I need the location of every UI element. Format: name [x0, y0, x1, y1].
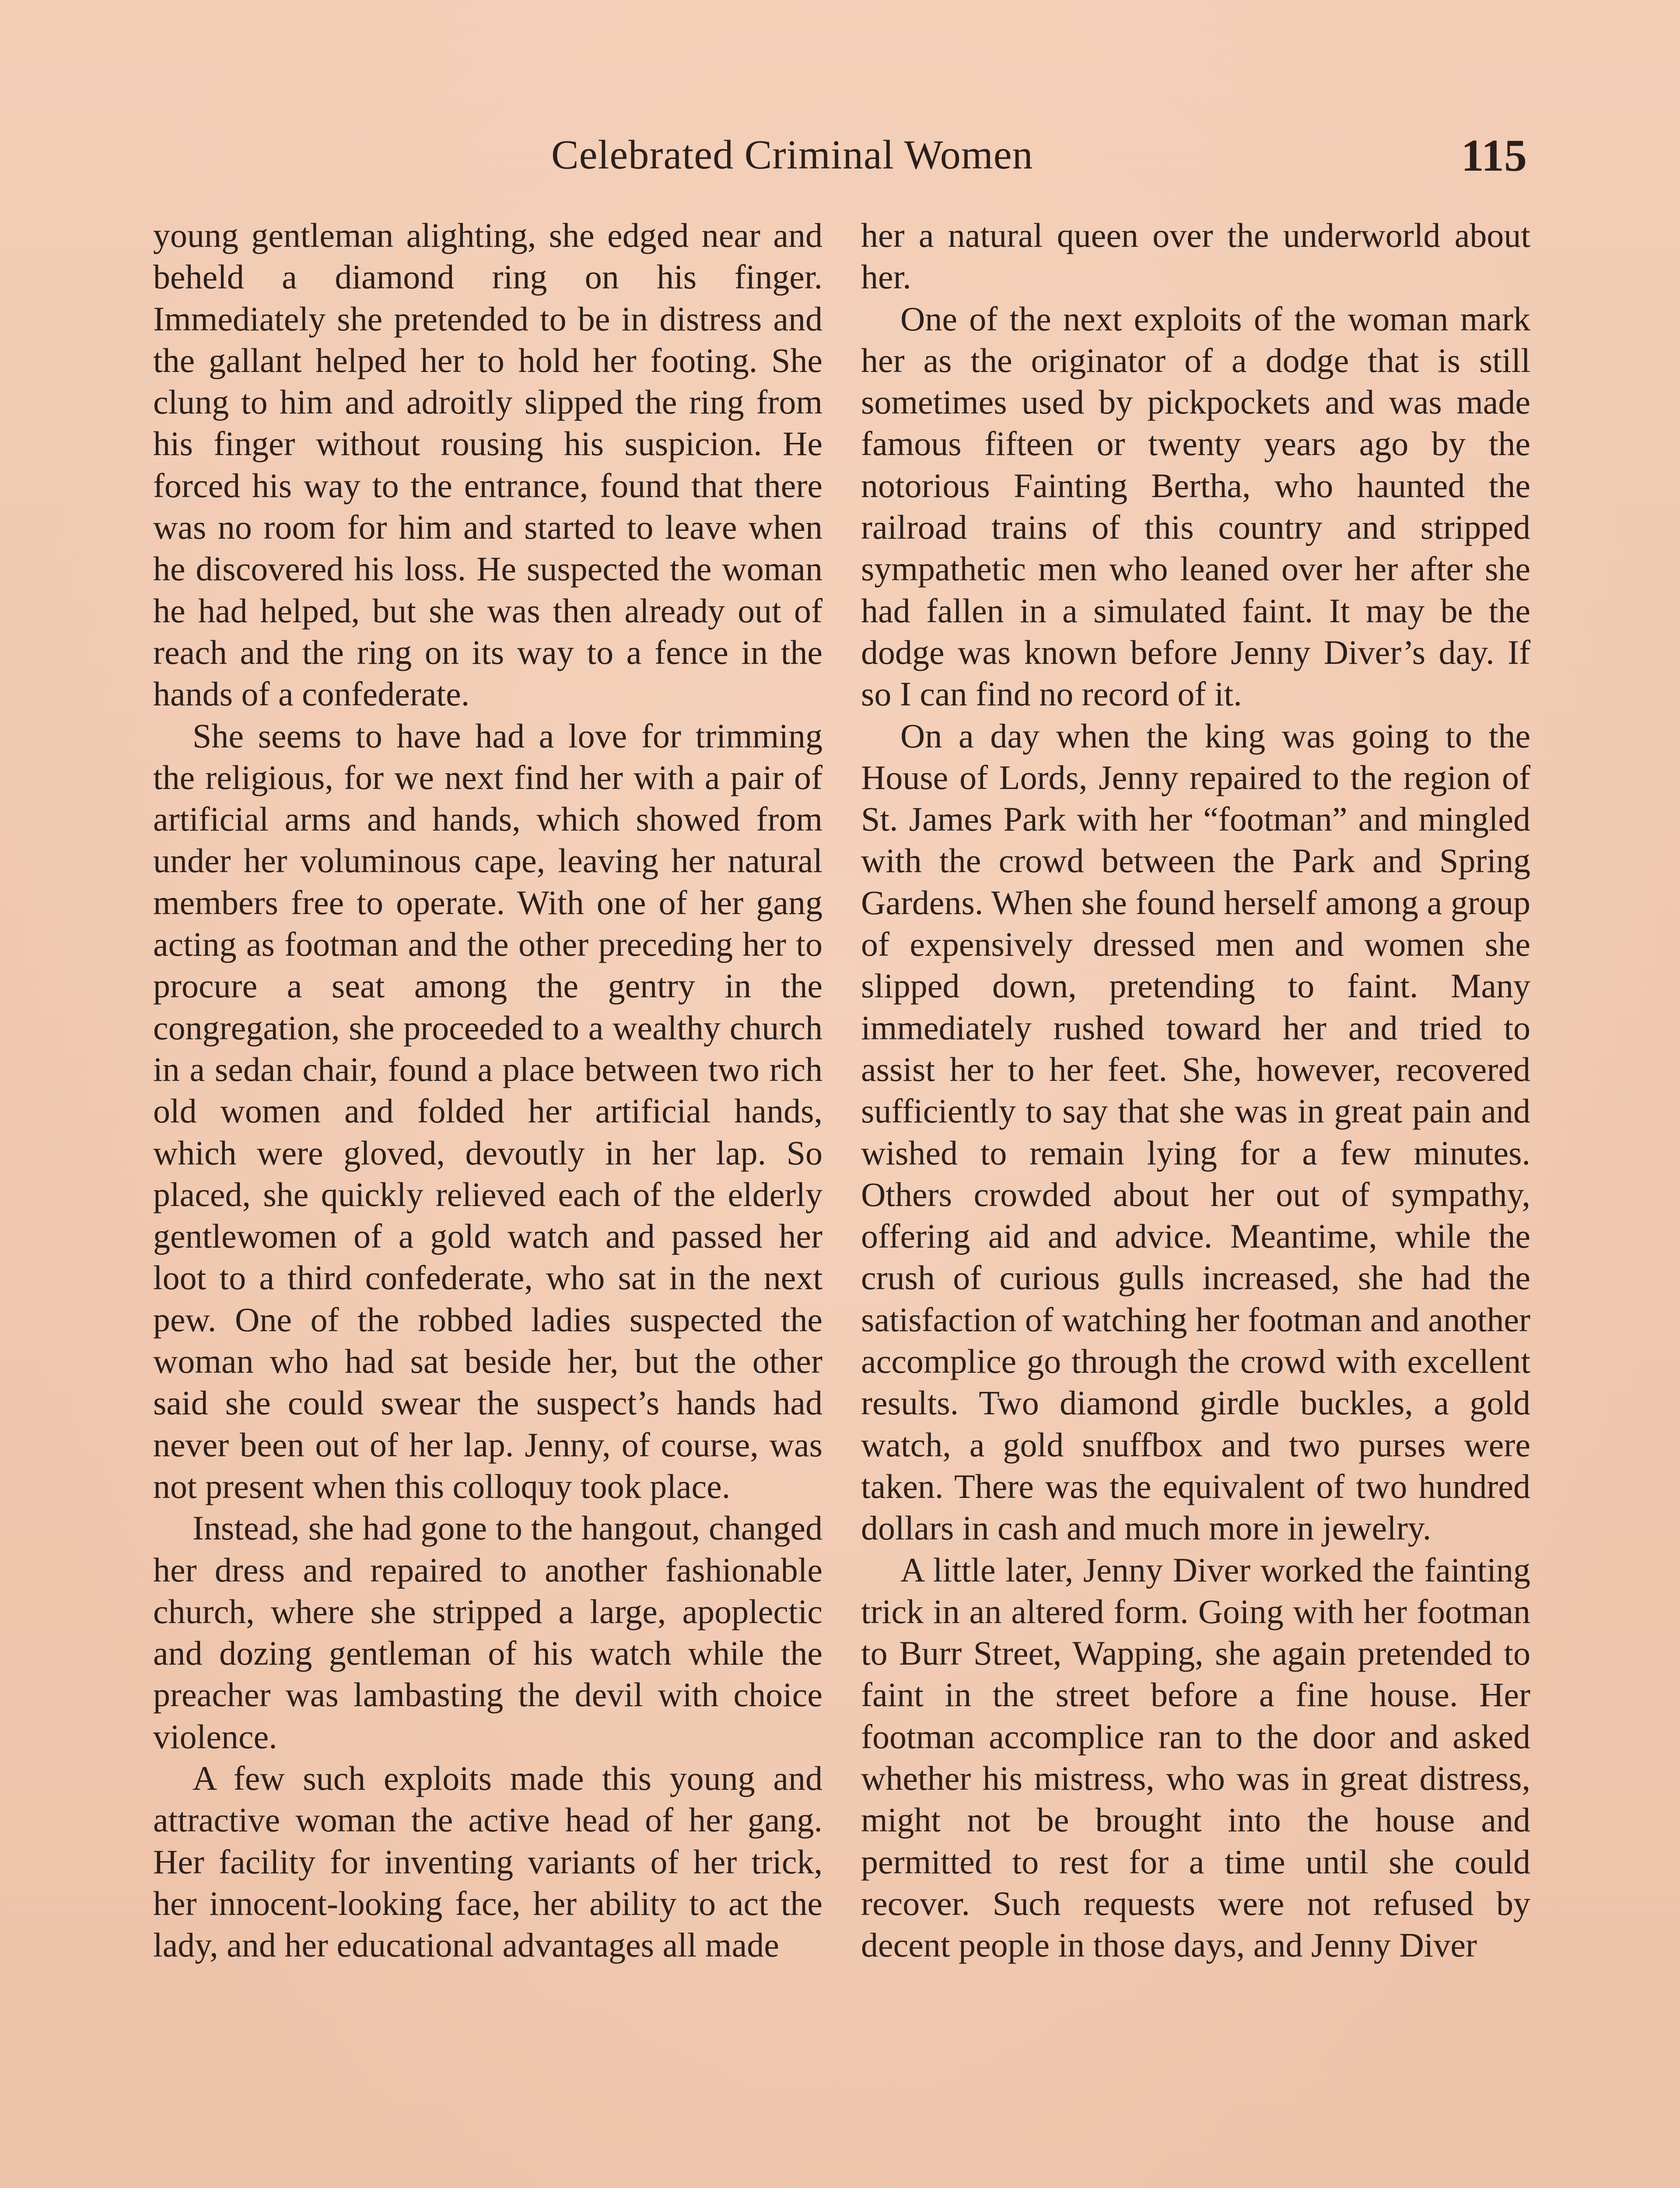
paragraph: A few such exploits made this young and attractive woman the active head of her gang. Her facility for inventing variants of her trick, her innocent-looking face, her ability to act the lady, and her educational advantages all made: [153, 1759, 822, 1964]
paragraph: One of the next exploits of the woman mark her as the originator of a dodge that is still sometimes used by pickpockets and was made famous fifteen or twenty years ago by the notorious Fainting Bertha, who haunted the railroad trains of this country and stripped sympathetic men who leaned over her after she had fallen in a simulated faint. It may be the dodge was known before Jenny Diver’s day. If so I can find no record of it.: [861, 299, 1530, 713]
running-title: Celebrated Criminal Women: [551, 132, 1033, 178]
paragraph: young gentleman alighting, she edged near and beheld a diamond ring on his finger. Immediately she pretended to be in distress and the gallant helped her to hold her footing. She clung to him and adroitly slipped the ring from his finger without rousing his suspicion. He forced his way to the entrance, found that there was no room for him and started to leave when he discovered his loss. He suspected the woman he had helped, but she was then already out of reach and the ring on its way to a fence in the hands of a confederate.: [153, 216, 822, 713]
left-column: [153, 214, 822, 2188]
page-header: [551, 131, 1527, 184]
paragraph: On a day when the king was going to the House of Lords, Jenny repaired to the region of St. James Park with her “footman” and mingled with the crowd between the Park and Spring Gardens. When she found herself among a group of expensively dressed men and women she slipped down, pretending to faint. Many immediately rushed toward her and tried to assist her to her feet. She, however, recovered sufficiently to say that she was in great pain and wished to remain lying for a few minutes. Others crowded about her out of sympathy, offering aid and advice. Meantime, while the crush of curious gulls increased, she had the satisfaction of watching her footman and another accomplice go through the crowd with excellent results. Two diamond girdle buckles, a gold watch, a gold snuffbox and two purses were taken. There was the equivalent of two hundred dollars in cash and much more in jewelry.: [861, 716, 1530, 1547]
page-number: 115: [1461, 130, 1527, 181]
right-column: [861, 214, 1530, 2188]
paragraph: Instead, she had gone to the hangout, changed her dress and repaired to another fashionable church, where she stripped a large, apoplectic and dozing gentleman of his watch while the preacher was lambasting the devil with choice violence.: [153, 1509, 822, 1756]
paragraph: her a natural queen over the underworld about her.: [861, 216, 1530, 296]
paragraph: A little later, Jenny Diver worked the fainting trick in an altered form. Going with her footman to Burr Street, Wapping, she again pretended to faint in the street before a fine house. Her footman accomplice ran to the door and asked whether his mistress, who was in great distress, might not be brought into the house and permitted to rest for a time until she could recover. Such requests were not refused by decent people in those days, and Jenny Diver: [861, 1550, 1530, 1964]
paragraph: She seems to have had a love for trimming the religious, for we next find her with a pair of artificial arms and hands, which showed from under her voluminous cape, leaving her natural members free to operate. With one of her gang acting as footman and the other preceding her to procure a seat among the gentry in the congregation, she proceeded to a wealthy church in a sedan chair, found a place between two rich old women and folded her artificial hands, which were gloved, devoutly in her lap. So placed, she quickly relieved each of the elderly gentlewomen of a gold watch and passed her loot to a third confederate, who sat in the next pew. One of the robbed ladies suspected the woman who had sat beside her, but the other said she could swear the suspect’s hands had never been out of her lap. Jenny, of course, was not present when this colloquy took place.: [153, 716, 822, 1505]
